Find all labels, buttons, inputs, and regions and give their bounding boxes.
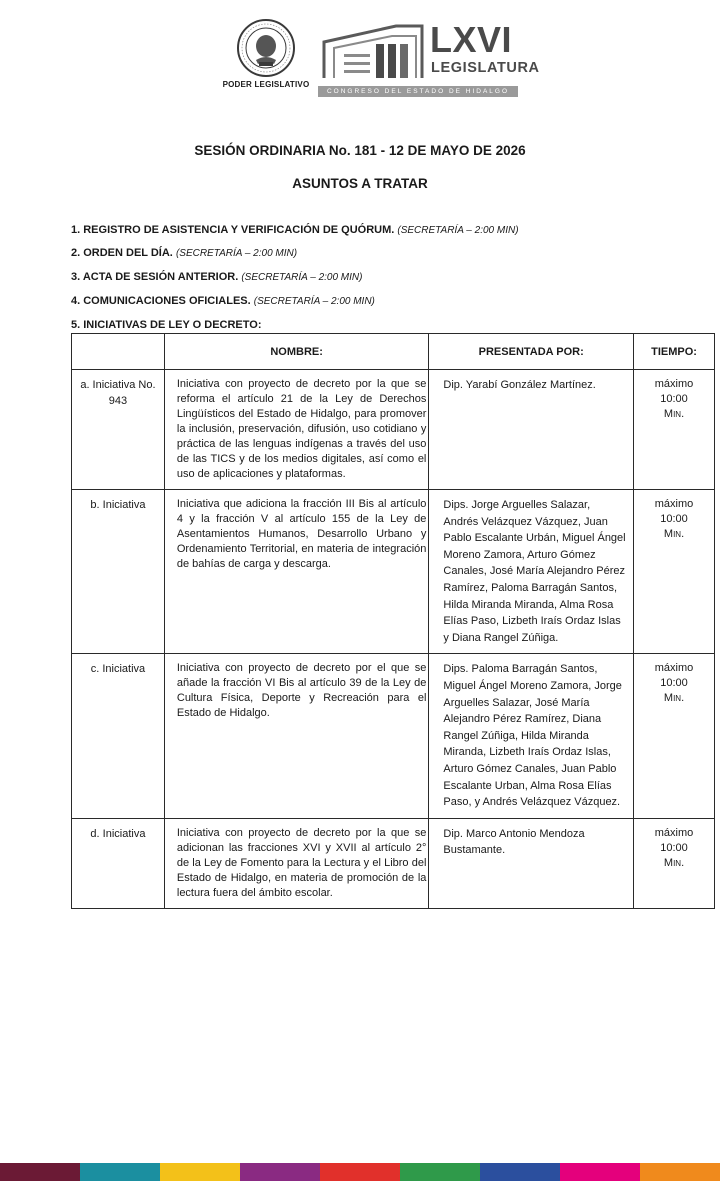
row-label: c. Iniciativa xyxy=(72,654,165,818)
time-unit: Min. xyxy=(663,692,685,705)
row-presented-by: Dip. Yarabí González Martínez. xyxy=(429,370,634,490)
footer-color-segment xyxy=(320,1163,400,1181)
seal-block xyxy=(220,18,312,89)
footer-color-segment xyxy=(160,1163,240,1181)
legislature-word: LEGISLATURA xyxy=(431,60,540,76)
agenda-item-label: 5. INICIATIVAS DE LEY O DECRETO: xyxy=(71,319,262,331)
agenda-item-label: 1. REGISTRO DE ASISTENCIA Y VERIFICACIÓN DE QUÓRUM. xyxy=(71,224,395,236)
time-max: máximo xyxy=(654,662,694,675)
state-seal-icon xyxy=(236,18,296,78)
time-max: máximo xyxy=(654,826,694,839)
row-initiative-name: Iniciativa con proyecto de decreto por la que se adicionan las fracciones XVI y XVII al artículo 2° de la Ley de Fomento para la Lectura y el Libro del Estado de Hidalgo, en materia de promoción de la lectura fuera del ámbito escolar. xyxy=(164,818,429,908)
row-presented-by: Dip. Marco Antonio Mendoza Bustamante. xyxy=(429,818,634,908)
agenda-item xyxy=(71,224,519,236)
row-time xyxy=(634,654,715,818)
footer-color-segment xyxy=(560,1163,640,1181)
agenda-item-note: (SECRETARÍA – 2:00 MIN) xyxy=(175,248,298,259)
row-initiative-name: Iniciativa con proyecto de decreto por el que se añade la fracción VI Bis al artículo 39 de la Ley de Cultura Física, Deporte y Recreación para el Estado de Hidalgo. xyxy=(164,654,429,818)
agenda-item-note: (SECRETARÍA – 2:00 MIN) xyxy=(397,225,519,236)
time-value: 10:00 xyxy=(660,393,688,405)
header-name: NOMBRE: xyxy=(164,334,429,370)
legislature-number: LXVI xyxy=(430,19,513,60)
agenda-item-note: (SECRETARÍA – 2:00 MIN) xyxy=(253,296,375,307)
time-unit: Min. xyxy=(663,528,685,540)
footer-color-segment xyxy=(640,1163,720,1181)
row-time xyxy=(634,370,715,490)
table-row xyxy=(72,818,715,908)
header-presented-by: PRESENTADA POR: xyxy=(429,334,634,370)
agenda-item xyxy=(71,319,262,331)
row-initiative-name: Iniciativa que adiciona la fracción III Bis al artículo 4 y la fracción V al artículo 155 de la Ley de Asentamientos Humanos, Desarrollo Urbano y Ordenamiento Territorial, en materia de integración de bahías de carga y descarga. xyxy=(164,490,429,654)
agenda-item-label: 3. ACTA DE SESIÓN ANTERIOR. xyxy=(71,271,239,283)
legislature-logo xyxy=(318,19,540,106)
congress-building-logo-icon xyxy=(318,20,428,82)
time-value: 10:00 xyxy=(660,841,688,854)
time-value: 10:00 xyxy=(660,677,688,690)
time-max: máximo xyxy=(654,498,694,510)
row-initiative-name: Iniciativa con proyecto de decreto por la que se reforma el artículo 21 de la Ley de Derechos Lingüísticos del Estado de Hidalgo, para promover la inclusión, preservación, difusión, uso cotidiano y práctica de las lenguas indígenas a través del uso de las TICS y de los medios digitales, así como el uso de aplicaciones y plataformas. xyxy=(164,370,429,490)
row-label: b. Iniciativa xyxy=(72,490,165,654)
time-max: máximo xyxy=(654,378,694,390)
agenda-item xyxy=(71,247,297,259)
row-label: a. Iniciativa No. 943 xyxy=(72,370,165,490)
header-blank xyxy=(72,334,165,370)
footer-color-segment xyxy=(0,1163,80,1181)
time-value: 10:00 xyxy=(660,513,688,525)
time-unit: Min. xyxy=(663,408,685,420)
row-time xyxy=(634,490,715,654)
table-row xyxy=(72,370,715,490)
table-row xyxy=(72,654,715,818)
agenda-item-note: (SECRETARÍA – 2:00 MIN) xyxy=(241,272,363,283)
footer-color-segment xyxy=(80,1163,160,1181)
footer-color-bar xyxy=(0,1163,720,1181)
row-presented-by: Dips. Paloma Barragán Santos, Miguel Ángel Moreno Zamora, Jorge Arguelles Salazar, José María Alejandro Pérez Ramírez, Diana Rangel Zúñiga, Hilda Miranda Miranda, Lizbeth Iraís Ordaz Islas, Arturo Gómez Canales, Juan Pablo Escalante Urban, Alma Rosa Elías Paso, y Andrés Velázquez Vázquez. xyxy=(429,654,634,818)
document-header xyxy=(0,14,720,104)
row-label: d. Iniciativa xyxy=(72,818,165,908)
agenda-item-label: 4. COMUNICACIONES OFICIALES. xyxy=(71,295,251,307)
footer-color-segment xyxy=(400,1163,480,1181)
footer-color-segment xyxy=(480,1163,560,1181)
agenda-item xyxy=(71,271,362,283)
initiatives-table xyxy=(71,333,715,909)
row-time xyxy=(634,818,715,908)
time-unit: Min. xyxy=(663,856,685,869)
footer-color-segment xyxy=(240,1163,320,1181)
congress-band: CONGRESO DEL ESTADO DE HIDALGO xyxy=(318,86,518,97)
seal-caption: PODER LEGISLATIVO xyxy=(222,80,310,89)
row-presented-by: Dips. Jorge Arguelles Salazar, Andrés Velázquez Vázquez, Juan Pablo Escalante Urbán, Miguel Ángel Moreno Zamora, Arturo Gómez Canales, José María Alejandro Pérez Ramírez, Paloma Barragán Santos, Hilda Miranda Miranda, Alma Rosa Elías Paso, Lizbeth Iraís Ordaz Islas y Diana Rangel Zúñiga. xyxy=(429,490,634,654)
header-time: TIEMPO: xyxy=(634,334,715,370)
session-title: SESIÓN ORDINARIA No. 181 - 12 DE MAYO DE 2026 xyxy=(194,143,526,158)
table-row xyxy=(72,490,715,654)
agenda-item xyxy=(71,295,375,307)
table-header-row xyxy=(72,334,715,370)
agenda-heading: ASUNTOS A TRATAR xyxy=(292,176,428,191)
agenda-item-label: 2. ORDEN DEL DÍA. xyxy=(71,247,173,259)
